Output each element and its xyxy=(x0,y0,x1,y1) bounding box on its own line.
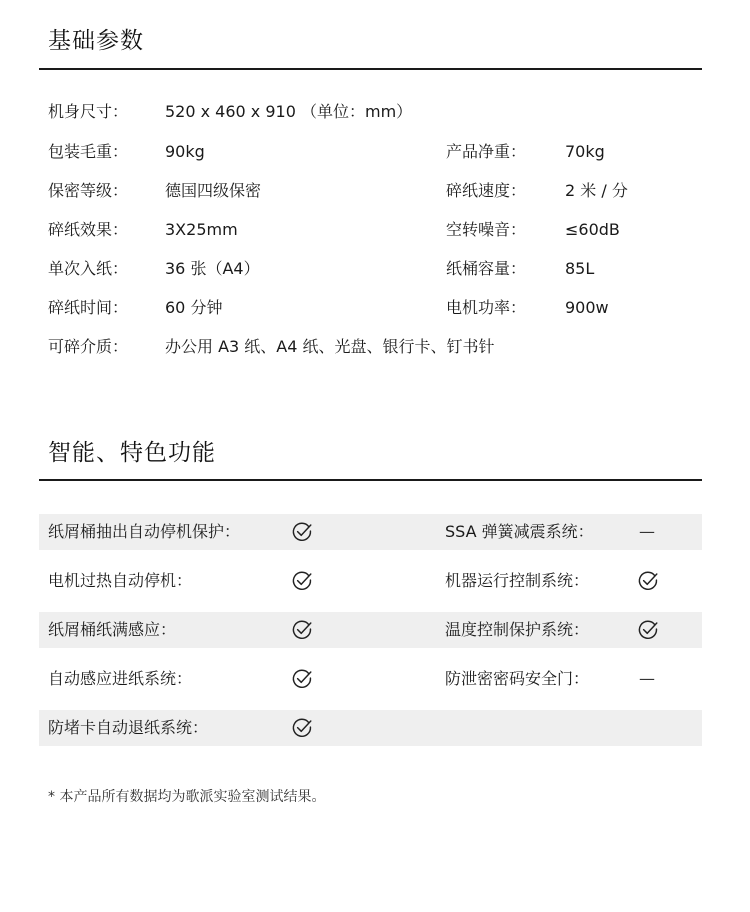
dash-mark: — xyxy=(639,669,655,688)
param-label: 可碎介质： xyxy=(48,337,129,356)
param-label: 保密等级： xyxy=(48,181,129,200)
param-value: 520 x 460 x 910 （单位：mm） xyxy=(165,102,413,121)
feature-label: 机器运行控制系统： xyxy=(445,571,590,590)
feature-label: 防堵卡自动退纸系统： xyxy=(48,718,209,737)
footnote: * 本产品所有数据均为歌派实验室测试结果。 xyxy=(48,789,326,805)
param-row-media xyxy=(48,335,702,359)
param-row-size xyxy=(48,100,702,124)
param-row xyxy=(48,257,702,281)
feature-label: 温度控制保护系统： xyxy=(445,620,590,639)
feature-status xyxy=(291,619,313,641)
param-value: 70kg xyxy=(565,142,605,161)
param-row xyxy=(48,218,702,242)
feature-row xyxy=(39,514,702,550)
check-circle-icon xyxy=(291,668,313,690)
feature-label: 纸屑桶抽出自动停机保护： xyxy=(48,522,241,541)
feature-status xyxy=(291,668,313,690)
check-circle-icon xyxy=(291,619,313,641)
param-label: 碎纸效果： xyxy=(48,220,129,239)
feature-status xyxy=(291,717,313,739)
param-value: 德国四级保密 xyxy=(165,181,262,200)
param-row xyxy=(48,140,702,164)
param-value: 85L xyxy=(565,259,595,278)
dash-mark: — xyxy=(639,522,655,541)
feature-label: 防泄密密码安全门： xyxy=(445,669,590,688)
param-label: 电机功率： xyxy=(446,298,527,317)
param-label: 碎纸时间： xyxy=(48,298,129,317)
check-circle-icon xyxy=(291,521,313,543)
param-row xyxy=(48,296,702,320)
feature-label: 电机过热自动停机： xyxy=(48,571,193,590)
param-value: 60 分钟 xyxy=(165,298,223,317)
param-value: 3X25mm xyxy=(165,220,238,239)
feature-label: 自动感应进纸系统： xyxy=(48,669,193,688)
param-value: 90kg xyxy=(165,142,205,161)
param-label: 碎纸速度： xyxy=(446,181,527,200)
feature-row xyxy=(39,612,702,648)
param-value: 2 米 / 分 xyxy=(565,181,628,200)
param-label: 纸桶容量： xyxy=(446,259,527,278)
feature-status xyxy=(637,570,659,592)
feature-status xyxy=(291,570,313,592)
param-label: 机身尺寸： xyxy=(48,102,129,121)
basic-params-title: 基础参数 xyxy=(48,28,144,54)
check-circle-icon xyxy=(291,570,313,592)
basic-params-divider xyxy=(39,68,702,70)
param-label: 空转噪音： xyxy=(446,220,527,239)
features-divider xyxy=(39,479,702,481)
feature-status xyxy=(637,619,659,641)
feature-label: 纸屑桶纸满感应： xyxy=(48,620,177,639)
param-label: 单次入纸： xyxy=(48,259,129,278)
check-circle-icon xyxy=(637,570,659,592)
feature-row xyxy=(39,563,702,599)
check-circle-icon xyxy=(291,717,313,739)
param-value: 办公用 A3 纸、A4 纸、光盘、银行卡、钉书针 xyxy=(165,337,495,356)
param-label: 产品净重： xyxy=(446,142,527,161)
feature-label: SSA 弹簧减震系统： xyxy=(445,522,594,541)
param-value: ≤60dB xyxy=(565,220,620,239)
param-label: 包装毛重： xyxy=(48,142,129,161)
param-value: 36 张（A4） xyxy=(165,259,260,278)
param-value: 900w xyxy=(565,298,609,317)
feature-row xyxy=(39,661,702,697)
feature-status xyxy=(637,521,657,543)
param-row xyxy=(48,179,702,203)
feature-status xyxy=(637,668,657,690)
feature-row xyxy=(39,710,702,746)
features-title: 智能、特色功能 xyxy=(48,440,216,466)
check-circle-icon xyxy=(637,619,659,641)
feature-status xyxy=(291,521,313,543)
